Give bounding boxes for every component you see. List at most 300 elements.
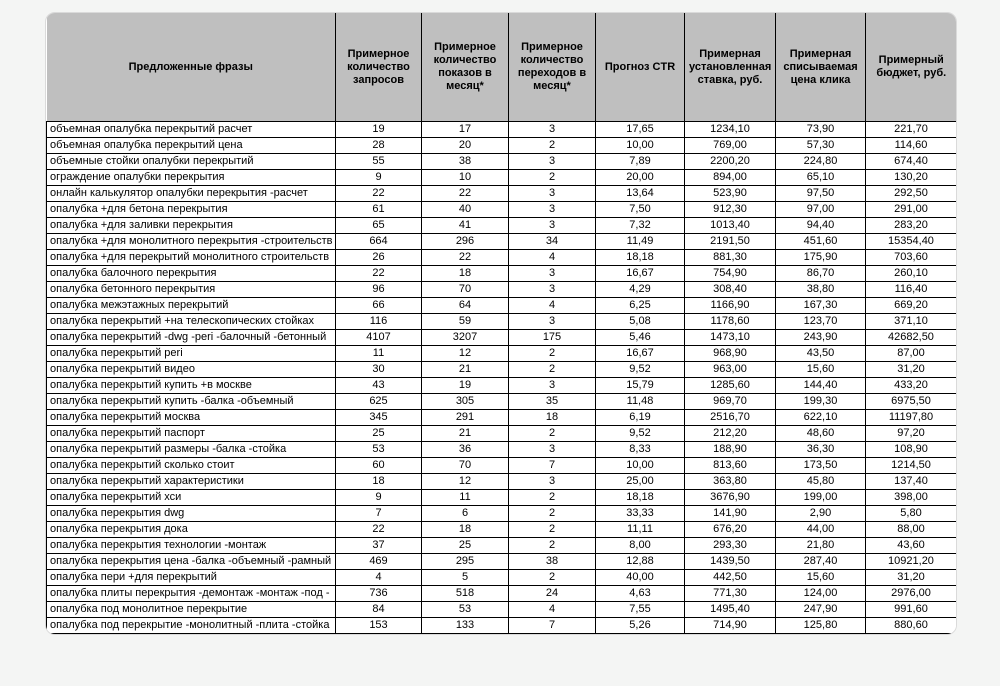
bid-cell: 1234,10 <box>685 122 776 138</box>
budget-cell: 398,00 <box>866 490 957 506</box>
bid-cell: 308,40 <box>685 282 776 298</box>
impressions-cell: 305 <box>422 394 509 410</box>
queries-cell: 25 <box>336 426 422 442</box>
phrase-cell: опалубка перекрытий москва <box>47 410 336 426</box>
queries-cell: 66 <box>336 298 422 314</box>
keyword-forecast-table <box>46 13 957 634</box>
impressions-cell: 38 <box>422 154 509 170</box>
ctr-cell: 20,00 <box>596 170 685 186</box>
queries-cell: 43 <box>336 378 422 394</box>
phrase-cell: ограждение опалубки перекрытия <box>47 170 336 186</box>
queries-cell: 153 <box>336 618 422 634</box>
phrase-cell: опалубка перекрытия дока <box>47 522 336 538</box>
phrase-cell: опалубка +для перекрытий монолитного строительств <box>47 250 336 266</box>
impressions-cell: 53 <box>422 602 509 618</box>
queries-cell: 53 <box>336 442 422 458</box>
impressions-cell: 18 <box>422 522 509 538</box>
clicks-cell: 7 <box>509 618 596 634</box>
click-price-cell: 144,40 <box>776 378 866 394</box>
clicks-cell: 2 <box>509 346 596 362</box>
ctr-cell: 10,00 <box>596 138 685 154</box>
queries-cell: 18 <box>336 474 422 490</box>
bid-cell: 754,90 <box>685 266 776 282</box>
clicks-cell: 3 <box>509 266 596 282</box>
table-row <box>47 170 957 186</box>
phrase-cell: опалубка +для заливки перекрытия <box>47 218 336 234</box>
bid-cell: 141,90 <box>685 506 776 522</box>
click-price-cell: 86,70 <box>776 266 866 282</box>
bid-cell: 771,30 <box>685 586 776 602</box>
budget-cell: 371,10 <box>866 314 957 330</box>
table-row <box>47 154 957 170</box>
clicks-cell: 3 <box>509 202 596 218</box>
queries-cell: 65 <box>336 218 422 234</box>
queries-cell: 55 <box>336 154 422 170</box>
queries-cell: 664 <box>336 234 422 250</box>
budget-cell: 291,00 <box>866 202 957 218</box>
ctr-cell: 16,67 <box>596 346 685 362</box>
click-price-cell: 224,80 <box>776 154 866 170</box>
ctr-cell: 18,18 <box>596 250 685 266</box>
queries-cell: 9 <box>336 170 422 186</box>
click-price-cell: 94,40 <box>776 218 866 234</box>
clicks-cell: 3 <box>509 186 596 202</box>
bid-cell: 1166,90 <box>685 298 776 314</box>
ctr-cell: 11,11 <box>596 522 685 538</box>
phrase-cell: опалубка перекрытий -dwg -peri -балочный -бетонный <box>47 330 336 346</box>
clicks-cell: 4 <box>509 602 596 618</box>
phrase-cell: объемные стойки опалубки перекрытий <box>47 154 336 170</box>
impressions-cell: 295 <box>422 554 509 570</box>
bid-cell: 1178,60 <box>685 314 776 330</box>
impressions-cell: 18 <box>422 266 509 282</box>
ctr-cell: 33,33 <box>596 506 685 522</box>
phrase-cell: опалубка перекрытий хси <box>47 490 336 506</box>
col-header-impressions: Примерное количество показов в месяц* <box>422 13 509 122</box>
table-row <box>47 554 957 570</box>
ctr-cell: 8,00 <box>596 538 685 554</box>
ctr-cell: 15,79 <box>596 378 685 394</box>
bid-cell: 2191,50 <box>685 234 776 250</box>
budget-cell: 130,20 <box>866 170 957 186</box>
click-price-cell: 125,80 <box>776 618 866 634</box>
queries-cell: 116 <box>336 314 422 330</box>
budget-cell: 31,20 <box>866 570 957 586</box>
table-row <box>47 426 957 442</box>
forecast-table-card <box>45 12 957 635</box>
budget-cell: 43,60 <box>866 538 957 554</box>
budget-cell: 5,80 <box>866 506 957 522</box>
budget-cell: 10921,20 <box>866 554 957 570</box>
phrase-cell: опалубка под монолитное перекрытие <box>47 602 336 618</box>
ctr-cell: 5,46 <box>596 330 685 346</box>
phrase-cell: опалубка под перекрытие -монолитный -плита -стойка <box>47 618 336 634</box>
queries-cell: 30 <box>336 362 422 378</box>
ctr-cell: 5,26 <box>596 618 685 634</box>
click-price-cell: 247,90 <box>776 602 866 618</box>
clicks-cell: 3 <box>509 442 596 458</box>
queries-cell: 96 <box>336 282 422 298</box>
phrase-cell: опалубка пери +для перекрытий <box>47 570 336 586</box>
ctr-cell: 16,67 <box>596 266 685 282</box>
click-price-cell: 48,60 <box>776 426 866 442</box>
impressions-cell: 518 <box>422 586 509 602</box>
budget-cell: 11197,80 <box>866 410 957 426</box>
click-price-cell: 123,70 <box>776 314 866 330</box>
budget-cell: 260,10 <box>866 266 957 282</box>
click-price-cell: 97,50 <box>776 186 866 202</box>
clicks-cell: 34 <box>509 234 596 250</box>
budget-cell: 108,90 <box>866 442 957 458</box>
clicks-cell: 18 <box>509 410 596 426</box>
clicks-cell: 38 <box>509 554 596 570</box>
phrase-cell: опалубка балочного перекрытия <box>47 266 336 282</box>
phrase-cell: опалубка перекрытий размеры -балка -стойка <box>47 442 336 458</box>
table-body <box>47 122 957 634</box>
table-row <box>47 410 957 426</box>
budget-cell: 137,40 <box>866 474 957 490</box>
table-row <box>47 490 957 506</box>
budget-cell: 88,00 <box>866 522 957 538</box>
phrase-cell: опалубка +для бетона перекрытия <box>47 202 336 218</box>
ctr-cell: 4,63 <box>596 586 685 602</box>
impressions-cell: 133 <box>422 618 509 634</box>
impressions-cell: 59 <box>422 314 509 330</box>
phrase-cell: опалубка бетонного перекрытия <box>47 282 336 298</box>
impressions-cell: 41 <box>422 218 509 234</box>
clicks-cell: 7 <box>509 458 596 474</box>
bid-cell: 714,90 <box>685 618 776 634</box>
impressions-cell: 291 <box>422 410 509 426</box>
ctr-cell: 17,65 <box>596 122 685 138</box>
clicks-cell: 2 <box>509 538 596 554</box>
click-price-cell: 44,00 <box>776 522 866 538</box>
bid-cell: 1285,60 <box>685 378 776 394</box>
phrase-cell: опалубка перекрытий характеристики <box>47 474 336 490</box>
click-price-cell: 15,60 <box>776 570 866 586</box>
ctr-cell: 8,33 <box>596 442 685 458</box>
bid-cell: 968,90 <box>685 346 776 362</box>
click-price-cell: 36,30 <box>776 442 866 458</box>
ctr-cell: 9,52 <box>596 362 685 378</box>
table-row <box>47 330 957 346</box>
impressions-cell: 10 <box>422 170 509 186</box>
clicks-cell: 3 <box>509 474 596 490</box>
table-row <box>47 346 957 362</box>
budget-cell: 2976,00 <box>866 586 957 602</box>
clicks-cell: 2 <box>509 426 596 442</box>
click-price-cell: 73,90 <box>776 122 866 138</box>
bid-cell: 188,90 <box>685 442 776 458</box>
table-row <box>47 474 957 490</box>
impressions-cell: 20 <box>422 138 509 154</box>
click-price-cell: 243,90 <box>776 330 866 346</box>
queries-cell: 22 <box>336 186 422 202</box>
table-row <box>47 266 957 282</box>
table-row <box>47 458 957 474</box>
clicks-cell: 4 <box>509 250 596 266</box>
bid-cell: 912,30 <box>685 202 776 218</box>
bid-cell: 1473,10 <box>685 330 776 346</box>
phrase-cell: опалубка перекрытия dwg <box>47 506 336 522</box>
clicks-cell: 3 <box>509 314 596 330</box>
table-row <box>47 522 957 538</box>
table-row <box>47 378 957 394</box>
ctr-cell: 11,48 <box>596 394 685 410</box>
phrase-cell: объемная опалубка перекрытий цена <box>47 138 336 154</box>
table-row <box>47 394 957 410</box>
queries-cell: 28 <box>336 138 422 154</box>
bid-cell: 963,00 <box>685 362 776 378</box>
phrase-cell: опалубка перекрытий паспорт <box>47 426 336 442</box>
budget-cell: 1214,50 <box>866 458 957 474</box>
bid-cell: 523,90 <box>685 186 776 202</box>
table-row <box>47 538 957 554</box>
table-row <box>47 442 957 458</box>
ctr-cell: 9,52 <box>596 426 685 442</box>
header-row <box>47 13 957 122</box>
phrase-cell: опалубка перекрытий купить -балка -объемный <box>47 394 336 410</box>
budget-cell: 97,20 <box>866 426 957 442</box>
budget-cell: 880,60 <box>866 618 957 634</box>
click-price-cell: 124,00 <box>776 586 866 602</box>
phrase-cell: опалубка +для монолитного перекрытия -строительств <box>47 234 336 250</box>
click-price-cell: 45,80 <box>776 474 866 490</box>
click-price-cell: 38,80 <box>776 282 866 298</box>
budget-cell: 114,60 <box>866 138 957 154</box>
click-price-cell: 451,60 <box>776 234 866 250</box>
clicks-cell: 4 <box>509 298 596 314</box>
ctr-cell: 6,19 <box>596 410 685 426</box>
budget-cell: 674,40 <box>866 154 957 170</box>
clicks-cell: 24 <box>509 586 596 602</box>
impressions-cell: 12 <box>422 346 509 362</box>
clicks-cell: 2 <box>509 170 596 186</box>
table-row <box>47 282 957 298</box>
ctr-cell: 18,18 <box>596 490 685 506</box>
queries-cell: 19 <box>336 122 422 138</box>
ctr-cell: 40,00 <box>596 570 685 586</box>
phrase-cell: опалубка перекрытий сколько стоит <box>47 458 336 474</box>
queries-cell: 345 <box>336 410 422 426</box>
impressions-cell: 19 <box>422 378 509 394</box>
queries-cell: 7 <box>336 506 422 522</box>
bid-cell: 813,60 <box>685 458 776 474</box>
clicks-cell: 2 <box>509 362 596 378</box>
clicks-cell: 2 <box>509 570 596 586</box>
ctr-cell: 7,32 <box>596 218 685 234</box>
impressions-cell: 11 <box>422 490 509 506</box>
ctr-cell: 7,89 <box>596 154 685 170</box>
table-row <box>47 570 957 586</box>
table-row <box>47 298 957 314</box>
phrase-cell: объемная опалубка перекрытий расчет <box>47 122 336 138</box>
click-price-cell: 199,30 <box>776 394 866 410</box>
impressions-cell: 17 <box>422 122 509 138</box>
clicks-cell: 2 <box>509 522 596 538</box>
queries-cell: 469 <box>336 554 422 570</box>
budget-cell: 283,20 <box>866 218 957 234</box>
impressions-cell: 12 <box>422 474 509 490</box>
ctr-cell: 13,64 <box>596 186 685 202</box>
click-price-cell: 57,30 <box>776 138 866 154</box>
impressions-cell: 22 <box>422 186 509 202</box>
impressions-cell: 296 <box>422 234 509 250</box>
bid-cell: 363,80 <box>685 474 776 490</box>
ctr-cell: 7,55 <box>596 602 685 618</box>
queries-cell: 4 <box>336 570 422 586</box>
click-price-cell: 2,90 <box>776 506 866 522</box>
impressions-cell: 22 <box>422 250 509 266</box>
clicks-cell: 2 <box>509 506 596 522</box>
table-header <box>47 13 957 122</box>
ctr-cell: 25,00 <box>596 474 685 490</box>
queries-cell: 9 <box>336 490 422 506</box>
clicks-cell: 3 <box>509 378 596 394</box>
budget-cell: 116,40 <box>866 282 957 298</box>
queries-cell: 22 <box>336 522 422 538</box>
budget-cell: 221,70 <box>866 122 957 138</box>
click-price-cell: 43,50 <box>776 346 866 362</box>
clicks-cell: 2 <box>509 490 596 506</box>
table-row <box>47 602 957 618</box>
impressions-cell: 25 <box>422 538 509 554</box>
budget-cell: 42682,50 <box>866 330 957 346</box>
budget-cell: 991,60 <box>866 602 957 618</box>
clicks-cell: 3 <box>509 122 596 138</box>
col-header-budget: Примерный бюджет, руб. <box>866 13 957 122</box>
ctr-cell: 5,08 <box>596 314 685 330</box>
budget-cell: 6975,50 <box>866 394 957 410</box>
phrase-cell: опалубка перекрытия цена -балка -объемный -рамный <box>47 554 336 570</box>
bid-cell: 2516,70 <box>685 410 776 426</box>
queries-cell: 736 <box>336 586 422 602</box>
impressions-cell: 3207 <box>422 330 509 346</box>
ctr-cell: 12,88 <box>596 554 685 570</box>
table-row <box>47 250 957 266</box>
impressions-cell: 36 <box>422 442 509 458</box>
impressions-cell: 6 <box>422 506 509 522</box>
ctr-cell: 10,00 <box>596 458 685 474</box>
click-price-cell: 287,40 <box>776 554 866 570</box>
ctr-cell: 6,25 <box>596 298 685 314</box>
table-row <box>47 586 957 602</box>
clicks-cell: 3 <box>509 218 596 234</box>
budget-cell: 292,50 <box>866 186 957 202</box>
bid-cell: 1495,40 <box>685 602 776 618</box>
queries-cell: 60 <box>336 458 422 474</box>
col-header-set-bid: Примерная установленная ставка, руб. <box>685 13 776 122</box>
table-row <box>47 234 957 250</box>
bid-cell: 212,20 <box>685 426 776 442</box>
bid-cell: 442,50 <box>685 570 776 586</box>
col-header-phrases: Предложенные фразы <box>47 13 336 122</box>
budget-cell: 15354,40 <box>866 234 957 250</box>
bid-cell: 3676,90 <box>685 490 776 506</box>
bid-cell: 894,00 <box>685 170 776 186</box>
queries-cell: 4107 <box>336 330 422 346</box>
table-row <box>47 202 957 218</box>
click-price-cell: 622,10 <box>776 410 866 426</box>
budget-cell: 87,00 <box>866 346 957 362</box>
col-header-ctr-forecast: Прогноз CTR <box>596 13 685 122</box>
bid-cell: 969,70 <box>685 394 776 410</box>
impressions-cell: 21 <box>422 426 509 442</box>
queries-cell: 61 <box>336 202 422 218</box>
table-row <box>47 186 957 202</box>
impressions-cell: 64 <box>422 298 509 314</box>
table-row <box>47 362 957 378</box>
impressions-cell: 70 <box>422 458 509 474</box>
impressions-cell: 40 <box>422 202 509 218</box>
queries-cell: 26 <box>336 250 422 266</box>
bid-cell: 769,00 <box>685 138 776 154</box>
clicks-cell: 35 <box>509 394 596 410</box>
budget-cell: 31,20 <box>866 362 957 378</box>
click-price-cell: 175,90 <box>776 250 866 266</box>
phrase-cell: онлайн калькулятор опалубки перекрытия -расчет <box>47 186 336 202</box>
phrase-cell: опалубка перекрытий купить +в москве <box>47 378 336 394</box>
queries-cell: 84 <box>336 602 422 618</box>
click-price-cell: 173,50 <box>776 458 866 474</box>
click-price-cell: 167,30 <box>776 298 866 314</box>
table-row <box>47 218 957 234</box>
queries-cell: 22 <box>336 266 422 282</box>
budget-cell: 669,20 <box>866 298 957 314</box>
click-price-cell: 15,60 <box>776 362 866 378</box>
bid-cell: 881,30 <box>685 250 776 266</box>
impressions-cell: 70 <box>422 282 509 298</box>
click-price-cell: 65,10 <box>776 170 866 186</box>
phrase-cell: опалубка перекрытий +на телескопических стойках <box>47 314 336 330</box>
table-row <box>47 618 957 634</box>
table-row <box>47 314 957 330</box>
bid-cell: 2200,20 <box>685 154 776 170</box>
table-row <box>47 122 957 138</box>
click-price-cell: 199,00 <box>776 490 866 506</box>
table-row <box>47 138 957 154</box>
budget-cell: 433,20 <box>866 378 957 394</box>
bid-cell: 1013,40 <box>685 218 776 234</box>
bid-cell: 293,30 <box>685 538 776 554</box>
phrase-cell: опалубка перекрытий peri <box>47 346 336 362</box>
col-header-queries: Примерное количество запросов <box>336 13 422 122</box>
clicks-cell: 3 <box>509 282 596 298</box>
phrase-cell: опалубка плиты перекрытия -демонтаж -монтаж -под - <box>47 586 336 602</box>
impressions-cell: 5 <box>422 570 509 586</box>
bid-cell: 1439,50 <box>685 554 776 570</box>
queries-cell: 37 <box>336 538 422 554</box>
click-price-cell: 21,80 <box>776 538 866 554</box>
col-header-click-price: Примерная списываемая цена клика <box>776 13 866 122</box>
ctr-cell: 7,50 <box>596 202 685 218</box>
budget-cell: 703,60 <box>866 250 957 266</box>
col-header-clicks: Примерное количество переходов в месяц* <box>509 13 596 122</box>
ctr-cell: 11,49 <box>596 234 685 250</box>
phrase-cell: опалубка перекрытия технологии -монтаж <box>47 538 336 554</box>
queries-cell: 11 <box>336 346 422 362</box>
ctr-cell: 4,29 <box>596 282 685 298</box>
table-row <box>47 506 957 522</box>
queries-cell: 625 <box>336 394 422 410</box>
click-price-cell: 97,00 <box>776 202 866 218</box>
clicks-cell: 2 <box>509 138 596 154</box>
clicks-cell: 175 <box>509 330 596 346</box>
impressions-cell: 21 <box>422 362 509 378</box>
clicks-cell: 3 <box>509 154 596 170</box>
phrase-cell: опалубка перекрытий видео <box>47 362 336 378</box>
phrase-cell: опалубка межэтажных перекрытий <box>47 298 336 314</box>
